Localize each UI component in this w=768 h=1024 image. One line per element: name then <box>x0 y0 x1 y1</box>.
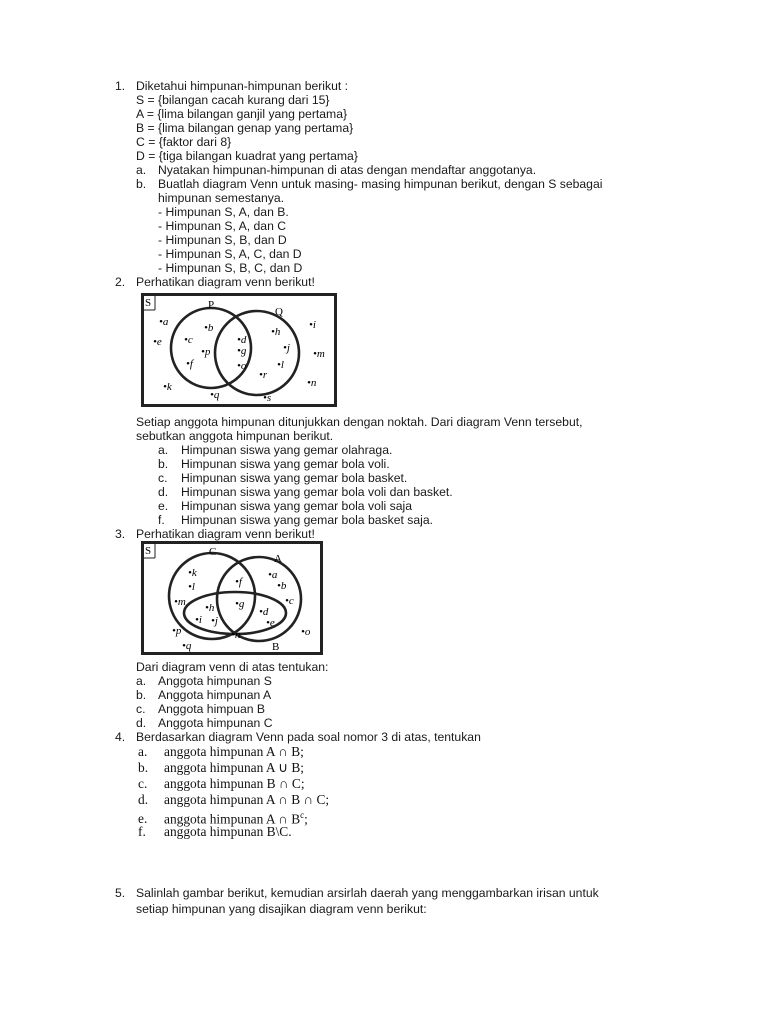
q2-item-label: c. <box>158 471 168 485</box>
q3-item-label: a. <box>136 674 147 688</box>
q1-set-s: S = {bilangan cacah kurang dari 15} <box>136 93 330 107</box>
element-i: •i <box>309 319 316 331</box>
q1-sub-item: - Himpunan S, A, dan C <box>158 219 287 233</box>
element-m: •m <box>174 596 186 608</box>
set-c-label: C <box>209 546 217 558</box>
q1-set-a: A = {lima bilangan ganjil yang pertama} <box>136 107 348 121</box>
element-f: •f <box>186 358 193 370</box>
q4-item-text: anggota himpunan A ∪ B; <box>164 760 304 775</box>
element-p: •p <box>201 346 211 358</box>
set-p-label: P <box>208 299 215 311</box>
venn-diagram-q2 <box>141 293 337 407</box>
q1-b-text-2: himpunan semestanya. <box>158 191 285 205</box>
q4-item-suffix: ; <box>304 811 308 827</box>
element-i: •i <box>195 614 202 626</box>
element-j: •j <box>283 342 290 354</box>
q2-item-text: Himpunan siswa yang gemar bola voli saja <box>181 499 413 513</box>
q5-text-1: Salinlah gambar berikut, kemudian arsirlah daerah yang menggambarkan irisan untuk <box>136 886 599 900</box>
set-a-label: A <box>274 553 282 565</box>
q1-set-c: C = {faktor dari 8} <box>136 135 232 149</box>
q3-item-text: Anggota himpunan C <box>158 716 273 730</box>
q4-number: 4. <box>115 730 126 744</box>
q1-intro: Diketahui himpunan-himpunan berikut : <box>136 79 349 93</box>
element-a: •a <box>268 569 278 581</box>
q4-item <box>138 776 305 791</box>
element-k: •k <box>163 381 172 393</box>
q4-item-label: b. <box>138 760 149 775</box>
q4-item-text: anggota himpunan A ∩ B <box>164 811 301 827</box>
element-k: •k <box>188 567 197 579</box>
q2-item-label: f. <box>158 513 165 527</box>
q1-number: 1. <box>115 79 126 93</box>
q2-item-label: e. <box>158 499 169 513</box>
element-c: •c <box>285 595 294 607</box>
element-b: •b <box>277 580 287 592</box>
q4-item-text: anggota himpunan B ∩ C; <box>164 776 305 791</box>
q2-item-text: Himpunan siswa yang gemar bola voli dan basket. <box>181 485 453 499</box>
set-b-label: B <box>272 641 280 653</box>
q3-item-text: Anggota himpunan A <box>158 688 272 702</box>
q3-item-text: Anggota himpuan B <box>158 702 266 716</box>
venn-diagram-q3 <box>141 541 323 655</box>
q4-item <box>138 792 329 807</box>
q5-number: 5. <box>115 886 126 900</box>
element-l: •l <box>188 581 195 593</box>
element-d: •d <box>259 606 269 618</box>
element-c: •c <box>184 334 193 346</box>
q2-item-text: Himpunan siswa yang gemar bola basket saja. <box>181 513 434 527</box>
element-g: •g <box>235 598 245 610</box>
q3-prompt: Dari diagram venn di atas tentukan: <box>136 660 329 674</box>
q1-sub-item: - Himpunan S, A, dan B. <box>158 205 289 219</box>
q3-title: Perhatikan diagram venn berikut! <box>136 527 315 541</box>
element-q: •q <box>210 389 220 401</box>
element-p: •p <box>172 625 182 637</box>
q2-item-text: Himpunan siswa yang gemar olahraga. <box>181 443 393 457</box>
q2-desc-1: Setiap anggota himpunan ditunjukkan dengan noktah. Dari diagram Venn tersebut, <box>136 415 583 429</box>
q2-item-label: a. <box>158 443 169 457</box>
element-l: •l <box>277 359 284 371</box>
element-s: •s <box>263 392 272 404</box>
q3-item-label: b. <box>136 688 147 702</box>
q4-item-text: anggota himpunan A ∩ B ∩ C; <box>164 792 330 807</box>
element-n: •n <box>307 377 317 389</box>
q2-item-text: Himpunan siswa yang gemar bola basket. <box>181 471 408 485</box>
q4-item-label: a. <box>138 744 148 759</box>
element-f: •f <box>235 576 242 588</box>
element-a: •a <box>159 316 169 328</box>
q1-sub-item: - Himpunan S, B, C, dan D <box>158 261 303 275</box>
element-h: •h <box>205 602 215 614</box>
element-h: •h <box>271 326 281 338</box>
q4-item-label: f. <box>138 824 146 839</box>
q5-text-2: setiap himpunan yang disajikan diagram venn berikut: <box>136 902 427 916</box>
q1-b-label: b. <box>136 177 147 191</box>
q4-item-text: anggota himpunan A ∩ B; <box>164 744 304 759</box>
element-d: •d <box>237 334 247 346</box>
set-q-label: Q <box>275 306 283 318</box>
q2-title: Perhatikan diagram venn berikut! <box>136 275 315 289</box>
q3-item-label: c. <box>136 702 146 716</box>
universe-label: S <box>145 545 152 557</box>
q3-number: 3. <box>115 527 126 541</box>
q4-item-text: anggota himpunan B\C. <box>164 824 292 839</box>
element-e: •e <box>153 336 162 348</box>
q2-item-text: Himpunan siswa yang gemar bola voli. <box>181 457 390 471</box>
element-r: •r <box>259 369 268 381</box>
q2-desc-2: sebutkan anggota himpunan berikut. <box>136 429 334 443</box>
q1-a-text: Nyatakan himpunan-himpunan di atas dengan mendaftar anggotanya. <box>158 163 537 177</box>
q1-set-d: D = {tiga bilangan kuadrat yang pertama} <box>136 149 358 163</box>
q4-item-label: d. <box>138 792 149 807</box>
q1-b-text-1: Buatlah diagram Venn untuk masing- masing himpunan berikut, dengan S sebagai <box>158 177 603 191</box>
element-o: •o <box>301 626 311 638</box>
q4-item <box>138 824 292 839</box>
element-n: •n <box>231 629 241 641</box>
element-o: •o <box>237 360 247 372</box>
q4-item <box>138 760 304 775</box>
q3-item-text: Anggota himpunan S <box>158 674 272 688</box>
q4-item-label: c. <box>138 776 148 791</box>
element-q: •q <box>182 640 192 652</box>
q4-item-sup: c <box>300 810 305 820</box>
q1-sub-item: - Himpunan S, B, dan D <box>158 233 287 247</box>
element-g: •g <box>237 345 247 357</box>
q1-set-b: B = {lima bilangan genap yang pertama} <box>136 121 354 135</box>
q4-title: Berdasarkan diagram Venn pada soal nomor 3 di atas, tentukan <box>136 730 481 744</box>
element-b: •b <box>204 322 214 334</box>
q2-item-label: b. <box>158 457 169 471</box>
element-j: •j <box>211 615 218 627</box>
q4-item <box>138 744 304 759</box>
q1-sub-item: - Himpunan S, A, C, dan D <box>158 247 302 261</box>
q2-item-label: d. <box>158 485 169 499</box>
q1-a-label: a. <box>136 163 147 177</box>
q4-item-label: e. <box>138 811 148 827</box>
element-m: •m <box>313 348 325 360</box>
q3-item-label: d. <box>136 716 147 730</box>
universe-label: S <box>145 297 152 309</box>
element-e: •e <box>266 617 275 629</box>
q2-number: 2. <box>115 275 126 289</box>
